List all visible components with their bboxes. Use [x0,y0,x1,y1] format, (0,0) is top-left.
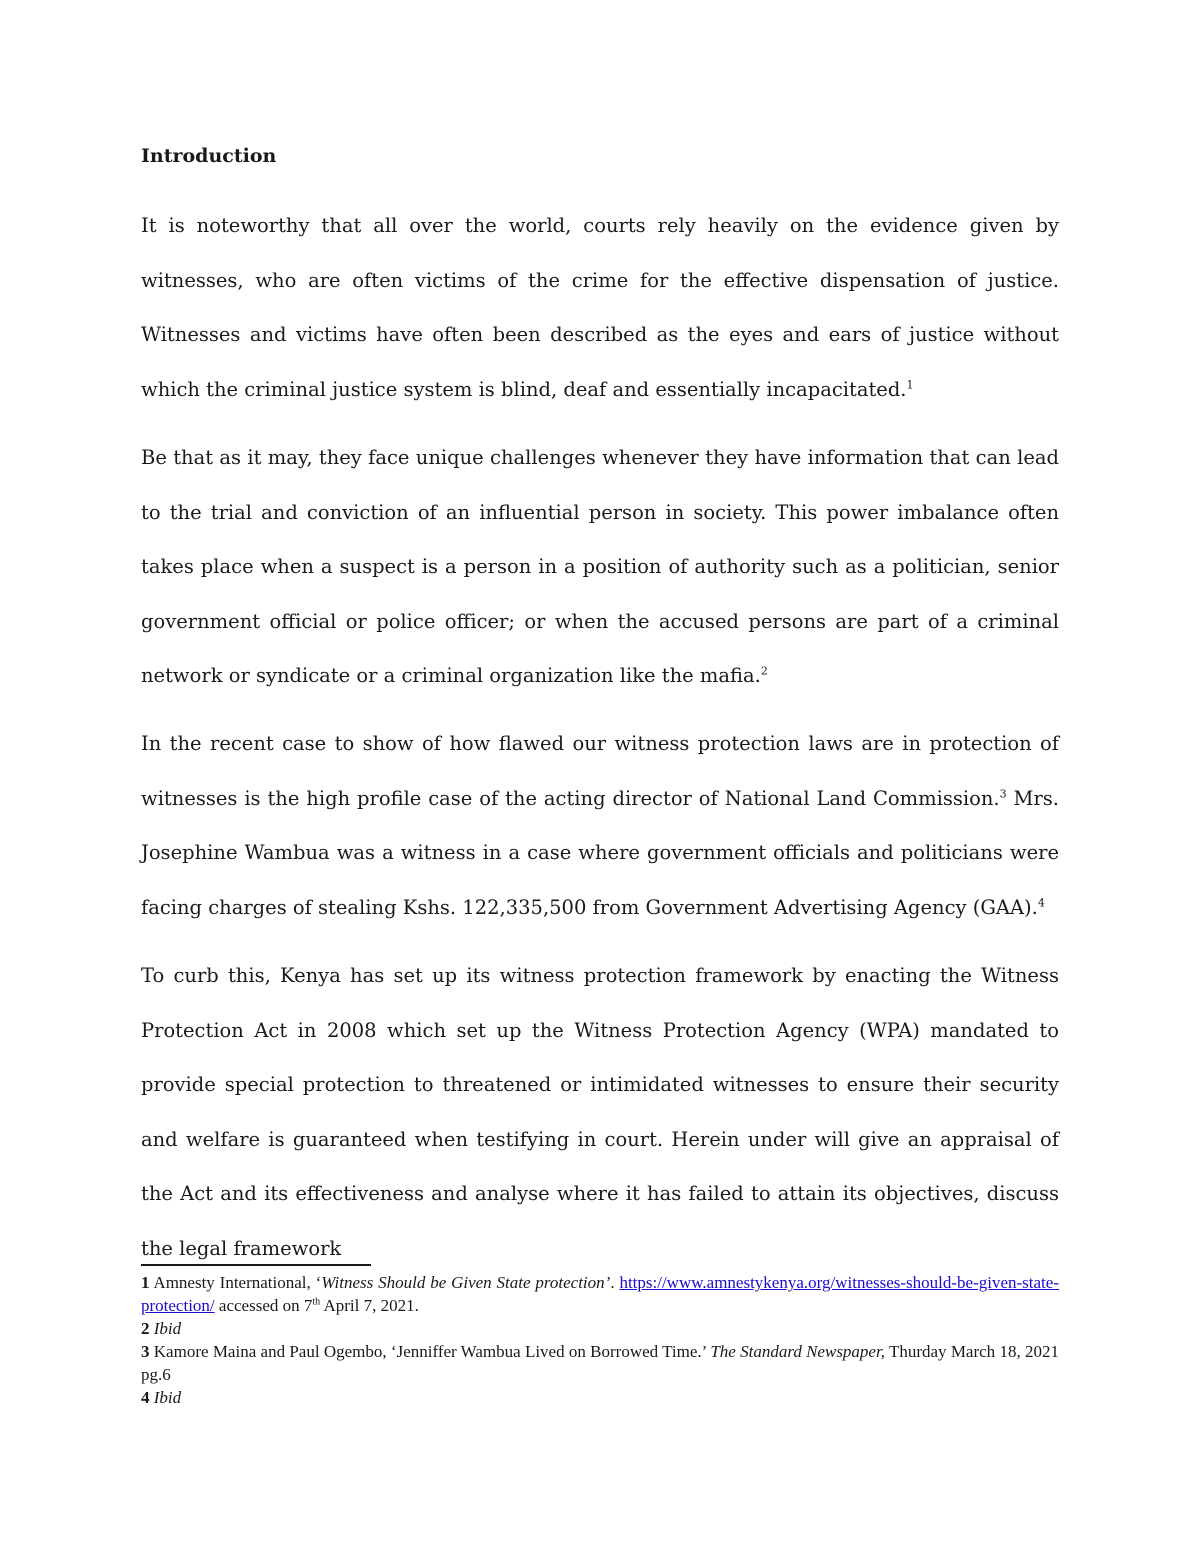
paragraph-2-text: Be that as it may, they face unique challenges whenever they have information that can lead to the trial and conviction of an influential person in society. This power imbalance often takes place when a suspect is a person in a position of authority such as a politician, senior government official or police officer; or when the accused persons are part of a criminal network or syndicate or a criminal organization like the mafia. [141,446,1059,687]
footnote-ref-3[interactable]: 3 [999,787,1007,800]
footnote-1 [141,1271,1059,1317]
footnote-number: 2 [141,1319,150,1338]
footnote-text: Thurday March 18, 2021 pg.6 [141,1342,1059,1384]
footnote-title: Ibid [153,1388,182,1407]
footnote-number: 1 [141,1273,150,1292]
footnote-title: Ibid [153,1319,182,1338]
footnote-number: 3 [141,1342,150,1361]
footnote-text: accessed on 7 [214,1296,313,1315]
footnote-3 [141,1340,1059,1386]
footnote-text: Kamore Maina and Paul Ogembo, ‘Jenniffer Wambua Lived on Borrowed Time.’ [149,1342,711,1361]
paragraph-3-text-a: In the recent case to show of how flawed our witness protection laws are in protection of witnesses is the high profile case of the acting director of National Land Commission. [141,732,1059,810]
paragraph-2 [141,431,1059,704]
paragraph-3-text-b: Mrs. Josephine Wambua was a witness in a case where government officials and politicians were facing charges of stealing Kshs. 122,335,500 from Government Advertising Agency (GAA). [141,786,1059,919]
footnote-number: 4 [141,1388,150,1407]
footnote-link[interactable]: https://www.amnestykenya.org/witnesses-should-be-given-state-protection/ [141,1273,1059,1315]
footnote-ref-2[interactable]: 2 [760,664,768,678]
footnote-text: . [610,1273,620,1292]
footnotes [141,1271,1059,1409]
footnote-text: Amnesty International, ‘ [149,1273,322,1292]
footnote-ref-4[interactable]: 4 [1037,896,1045,909]
section-heading: Introduction [141,145,277,167]
footnote-2 [141,1317,1059,1340]
footnote-title: The Standard Newspaper, [710,1342,885,1361]
paragraph-1-text: It is noteworthy that all over the world, courts rely heavily on the evidence given by witnesses, who are often victims of the crime for the effective dispensation of justice. Witnesses and victims have often been described as the eyes and ears of justice without which the criminal justice system is blind, deaf and essentially incapacitated. [141,214,1059,401]
footnote-text: April 7, 2021. [320,1296,419,1315]
footnote-4 [141,1386,1059,1409]
footnote-title: Witness Should be Given State protection’ [321,1273,611,1292]
paragraph-4 [141,949,1059,1276]
paragraph-1 [141,199,1059,417]
footnote-ref-1[interactable]: 1 [906,378,914,391]
paragraph-4-text: To curb this, Kenya has set up its witness protection framework by enacting the Witness Protection Act in 2008 which set up the Witness Protection Agency (WPA) mandated to provide special protection to threatened or intimidated witnesses to ensure their security and welfare is guaranteed when testifying in court. Herein under will give an appraisal of the Act and its effectiveness and analyse where it has failed to attain its objectives, discuss the legal framework [141,964,1059,1260]
paragraph-3 [141,717,1059,935]
ordinal-suffix: th [312,1296,321,1308]
footnote-separator [141,1264,371,1266]
